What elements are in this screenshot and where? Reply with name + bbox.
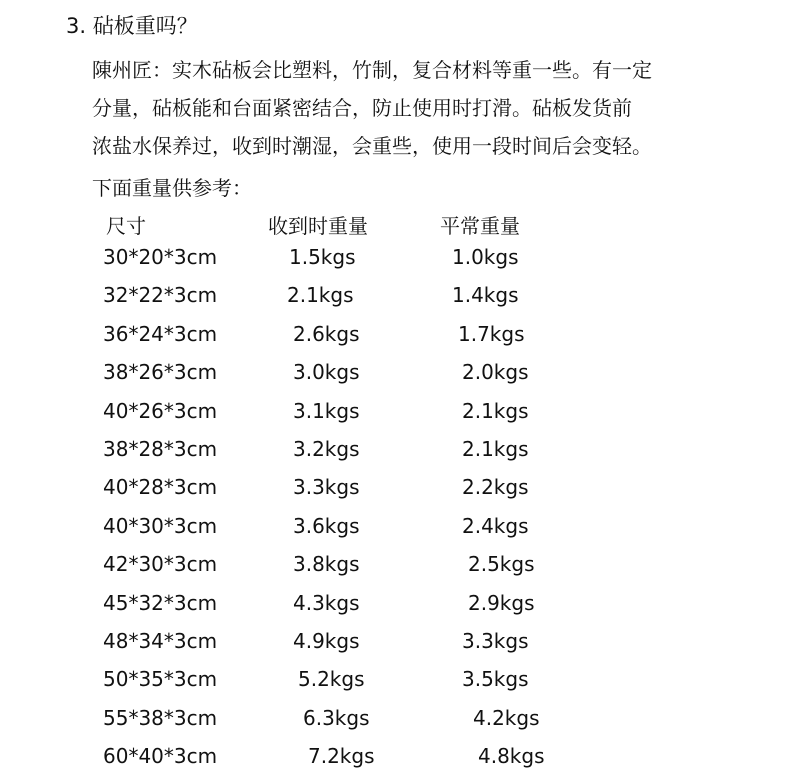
cell-normal-weight: 2.0kgs (462, 360, 529, 385)
cell-received-weight: 2.6kgs (293, 321, 360, 346)
cell-normal-weight: 1.4kgs (452, 283, 519, 308)
paragraph-line: 分量，砧板能和台面紧密结合，防止使用时打滑。砧板发货前 (92, 96, 632, 120)
cell-size: 30*20*3cm (103, 245, 218, 269)
table-row (0, 392, 790, 430)
cell-size: 38*26*3cm (103, 360, 218, 385)
header-size: 尺寸 (106, 214, 146, 238)
cell-normal-weight: 1.7kgs (458, 321, 525, 346)
cell-normal-weight: 1.0kgs (452, 245, 519, 269)
cell-normal-weight: 2.4kgs (462, 513, 529, 538)
cell-normal-weight: 3.3kgs (462, 628, 529, 653)
cell-size: 36*24*3cm (103, 321, 218, 346)
cell-received-weight: 1.5kgs (289, 245, 356, 269)
faq-heading: 3. 砧板重吗？ (66, 14, 198, 38)
cell-received-weight: 3.8kgs (293, 552, 360, 577)
cell-normal-weight: 4.8kgs (478, 744, 545, 769)
cell-size: 45*32*3cm (103, 590, 218, 615)
cell-size: 40*30*3cm (103, 513, 218, 538)
cell-size: 55*38*3cm (103, 705, 218, 730)
paragraph-line: 浓盐水保养过，收到时潮湿，会重些，使用一段时间后会变轻。 (92, 134, 652, 158)
cell-normal-weight: 2.1kgs (462, 398, 529, 423)
table-row (0, 545, 790, 583)
table-row (0, 699, 790, 737)
cell-received-weight: 4.9kgs (293, 628, 360, 653)
cell-size: 32*22*3cm (103, 283, 218, 308)
cell-received-weight: 7.2kgs (308, 744, 375, 769)
cell-size: 38*28*3cm (103, 436, 218, 461)
cell-size: 60*40*3cm (103, 744, 218, 769)
cell-normal-weight: 2.2kgs (462, 475, 529, 500)
cell-normal-weight: 2.5kgs (468, 552, 535, 577)
cell-size: 40*26*3cm (103, 398, 218, 423)
cell-received-weight: 2.1kgs (287, 283, 354, 308)
cell-size: 42*30*3cm (103, 552, 218, 577)
cell-normal-weight: 4.2kgs (473, 705, 540, 730)
cell-received-weight: 6.3kgs (303, 705, 370, 730)
cell-normal-weight: 2.1kgs (462, 436, 529, 461)
table-row (0, 276, 790, 314)
cell-received-weight: 3.6kgs (293, 513, 360, 538)
table-row (0, 507, 790, 545)
cell-normal-weight: 2.9kgs (468, 590, 535, 615)
answer-paragraph (92, 51, 772, 165)
cell-size: 48*34*3cm (103, 628, 218, 653)
table-row (0, 468, 790, 506)
table-row (0, 622, 790, 660)
cell-received-weight: 4.3kgs (293, 590, 360, 615)
cell-received-weight: 3.2kgs (293, 436, 360, 461)
paragraph-line: 陳州匠：实木砧板会比塑料，竹制，复合材料等重一些。有一定 (92, 58, 652, 82)
cell-received-weight: 5.2kgs (298, 667, 365, 692)
cell-received-weight: 3.3kgs (293, 475, 360, 500)
weight-table-body (0, 238, 790, 775)
cell-normal-weight: 3.5kgs (462, 667, 529, 692)
table-row (0, 238, 790, 276)
table-row (0, 315, 790, 353)
table-intro: 下面重量供参考： (92, 176, 252, 200)
table-row (0, 660, 790, 698)
table-row (0, 584, 790, 622)
header-normal-weight: 平常重量 (440, 214, 520, 238)
table-row (0, 353, 790, 391)
table-row (0, 737, 790, 775)
table-row (0, 430, 790, 468)
cell-size: 50*35*3cm (103, 667, 218, 692)
header-received-weight: 收到时重量 (268, 214, 368, 238)
cell-size: 40*28*3cm (103, 475, 218, 500)
cell-received-weight: 3.1kgs (293, 398, 360, 423)
cell-received-weight: 3.0kgs (293, 360, 360, 385)
